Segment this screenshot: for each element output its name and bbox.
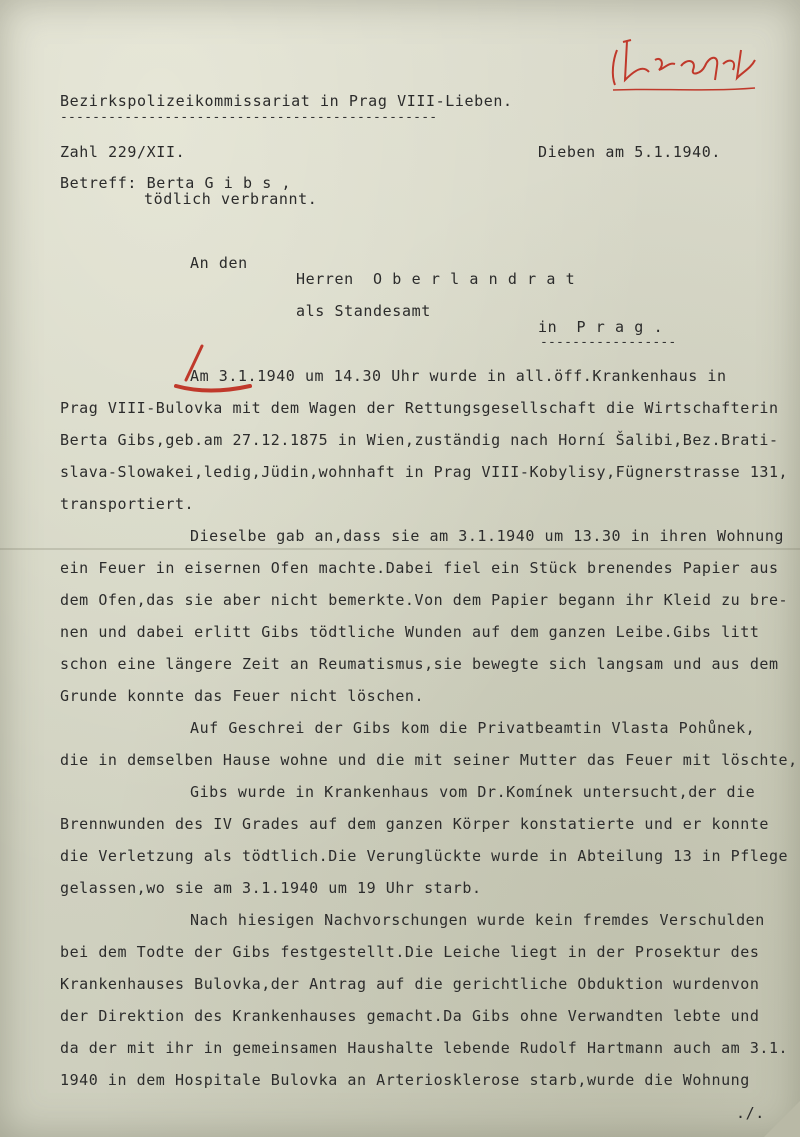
body-line: der Direktion des Krankenhauses gemacht.Da Gibs ohne Verwandten lebte und	[60, 1007, 760, 1025]
folded-corner	[764, 1101, 800, 1137]
office-underline: -----------------------------------------------	[60, 110, 438, 125]
body-line: Gibs wurde in Krankenhaus vom Dr.Komínek untersucht,der die	[190, 783, 756, 801]
body-line: Berta Gibs,geb.am 27.12.1875 in Wien,zuständig nach Horní Šalibi,Bez.Brati-	[60, 431, 779, 449]
body-line: da der mit ihr in gemeinsamen Haushalte lebende Rudolf Hartmann auch am 3.1.	[60, 1039, 789, 1057]
body-line: nen und dabei erlitt Gibs tödtliche Wunden auf dem ganzen Leibe.Gibs litt	[60, 623, 760, 641]
address-line-4: in P r a g .	[538, 318, 664, 336]
reference-number: Zahl 229/XII.	[60, 143, 186, 161]
body-line: slava-Slowakei,ledig,Jüdin,wohnhaft in Prag VIII-Kobylisy,Fügnerstrasse 131,	[60, 463, 789, 481]
body-line: Auf Geschrei der Gibs kom die Privatbeamtin Vlasta Pohůnek,	[190, 719, 756, 737]
body-line: Grunde konnte das Feuer nicht löschen.	[60, 687, 425, 705]
handwritten-signature	[605, 30, 765, 100]
body-line: gelassen,wo sie am 3.1.1940 um 19 Uhr starb.	[60, 879, 482, 897]
body-line: dem Ofen,das sie aber nicht bemerkte.Von dem Papier begann ihr Kleid zu bre-	[60, 591, 789, 609]
continuation-mark: ./.	[736, 1104, 765, 1122]
body-line: schon eine längere Zeit an Reumatismus,sie bewegte sich langsam und aus dem	[60, 655, 779, 673]
office-heading: Bezirkspolizeikommissariat in Prag VIII-Lieben.	[60, 92, 513, 110]
body-line: bei dem Todte der Gibs festgestellt.Die Leiche liegt in der Prosektur des	[60, 943, 760, 961]
body-line: 1940 in dem Hospitale Bulovka an Arteriosklerose starb,wurde die Wohnung	[60, 1071, 750, 1089]
subject-detail: tödlich verbrannt.	[144, 190, 318, 208]
body-line: Nach hiesigen Nachvorschungen wurde kein fremdes Verschulden	[190, 911, 765, 929]
place-date: Dieben am 5.1.1940.	[538, 143, 721, 161]
body-line: Brennwunden des IV Grades auf dem ganzen Körper konstatierte und er konnte	[60, 815, 769, 833]
paper-fold	[0, 548, 800, 550]
body-line: ein Feuer in eisernen Ofen machte.Dabei fiel ein Stück brenendes Papier aus	[60, 559, 779, 577]
body-line: Prag VIII-Bulovka mit dem Wagen der Rettungsgesellschaft die Wirtschafterin	[60, 399, 779, 417]
address-line-2: Herren O b e r l a n d r a t	[296, 270, 576, 288]
address-line-3: als Standesamt	[296, 302, 431, 320]
body-line: Dieselbe gab an,dass sie am 3.1.1940 um 13.30 in ihren Wohnung	[190, 527, 785, 545]
body-line: Krankenhauses Bulovka,der Antrag auf die gerichtliche Obduktion wurdenvon	[60, 975, 760, 993]
body-line: Am 3.1.1940 um 14.30 Uhr wurde in all.öff.Krankenhaus in	[190, 367, 727, 385]
subject-line: Betreff: Berta G i b s ,	[60, 174, 292, 192]
body-line: die Verletzung als tödtlich.Die Verunglückte wurde in Abteilung 13 in Pflege	[60, 847, 789, 865]
body-line: transportiert.	[60, 495, 195, 513]
address-line-1: An den	[190, 254, 248, 272]
body-line: die in demselben Hause wohne und die mit seiner Mutter das Feuer mit löschte,	[60, 751, 798, 769]
address-underline: -----------------	[540, 335, 677, 350]
